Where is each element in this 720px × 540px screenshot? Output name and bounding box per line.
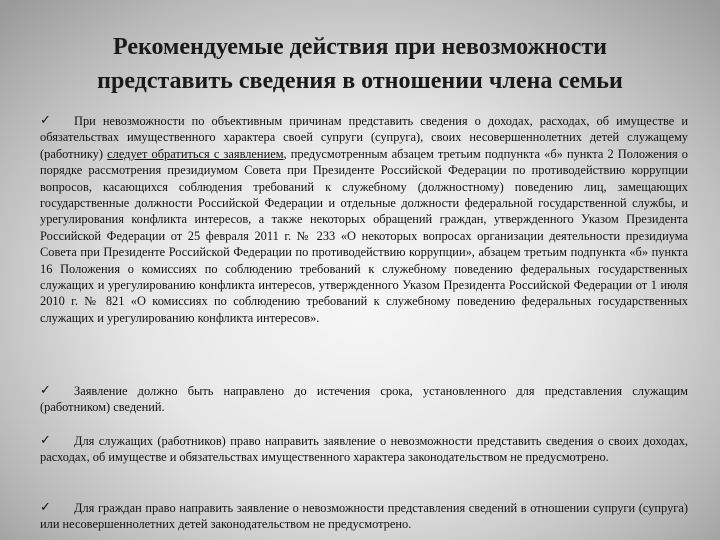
checkmark-icon: ✓ <box>40 433 51 448</box>
paragraph-1-text-end: , предусмотренным абзацем третьим подпункта «б» пункта 2 Положения о порядке рассмотрения президиумом Совета при Президенте Российской Федерации по противодействию коррупции вопросов, касающихся соблюдения требований к служебному (должностному) поведению лиц, замещающих государственные должности Российской Федерации и отдельные должности федеральной государственной службы, и урегулирования конфликта интересов, а также некоторых обращений граждан, утвержденного Указом Президента Российской Федерации от 25 февраля 2011 г. № 233 «О некоторых вопросах организации деятельности президиума Совета при Президенте Российской Федерации по противодействию коррупции», абзацем третьим подпункта «б» пункта 16 Положения о комиссиях по соблюдению требований к служебному поведению федеральных государственных служащих и урегулированию конфликта интересов, утвержденного Указом Президента Российской Федерации от 1 июля 2010 г. № 821 «О комиссиях по соблюдению требований к служебному поведению федеральных государственных служащих и урегулированию конфликта интересов». <box>40 146 688 325</box>
checkmark-icon: ✓ <box>40 500 51 515</box>
checkmark-icon: ✓ <box>40 383 51 398</box>
checkmark-icon: ✓ <box>40 113 51 128</box>
bullet-paragraph-3 <box>40 433 688 466</box>
paragraph-4-text: Для граждан право направить заявление о невозможности представления сведений в отношении супруги (супруга) или несовершеннолетних детей законодательством не предусмотрено. <box>40 501 688 532</box>
slide-title-line-2: представить сведения в отношении члена семьи <box>97 68 623 94</box>
slide-title <box>40 30 680 98</box>
paragraph-3-text: Для служащих (работников) право направить заявление о невозможности представить сведения о своих доходах, расходах, об имуществе и обязательствах имущественного характера законодательством не предусмотрено. <box>40 434 688 465</box>
paragraph-2-text: Заявление должно быть направлено до истечения срока, установленного для представления служащим (работником) сведений. <box>40 384 688 415</box>
paragraph-1-text-start: При невозможности по объективным причинам представить сведения о доходах, расходах, об имуществе и обязательствах имущественного характера своей супруги (супруга), своих несовершеннолетних детей служащему (работнику) <box>40 114 688 161</box>
paragraph-1-underlined-text: следует обратиться с заявлением <box>107 146 284 161</box>
bullet-paragraph-2 <box>40 383 688 416</box>
bullet-paragraph-1 <box>40 113 688 326</box>
slide-title-line-1: Рекомендуемые действия при невозможности <box>112 34 608 60</box>
bullet-paragraph-4 <box>40 500 688 533</box>
